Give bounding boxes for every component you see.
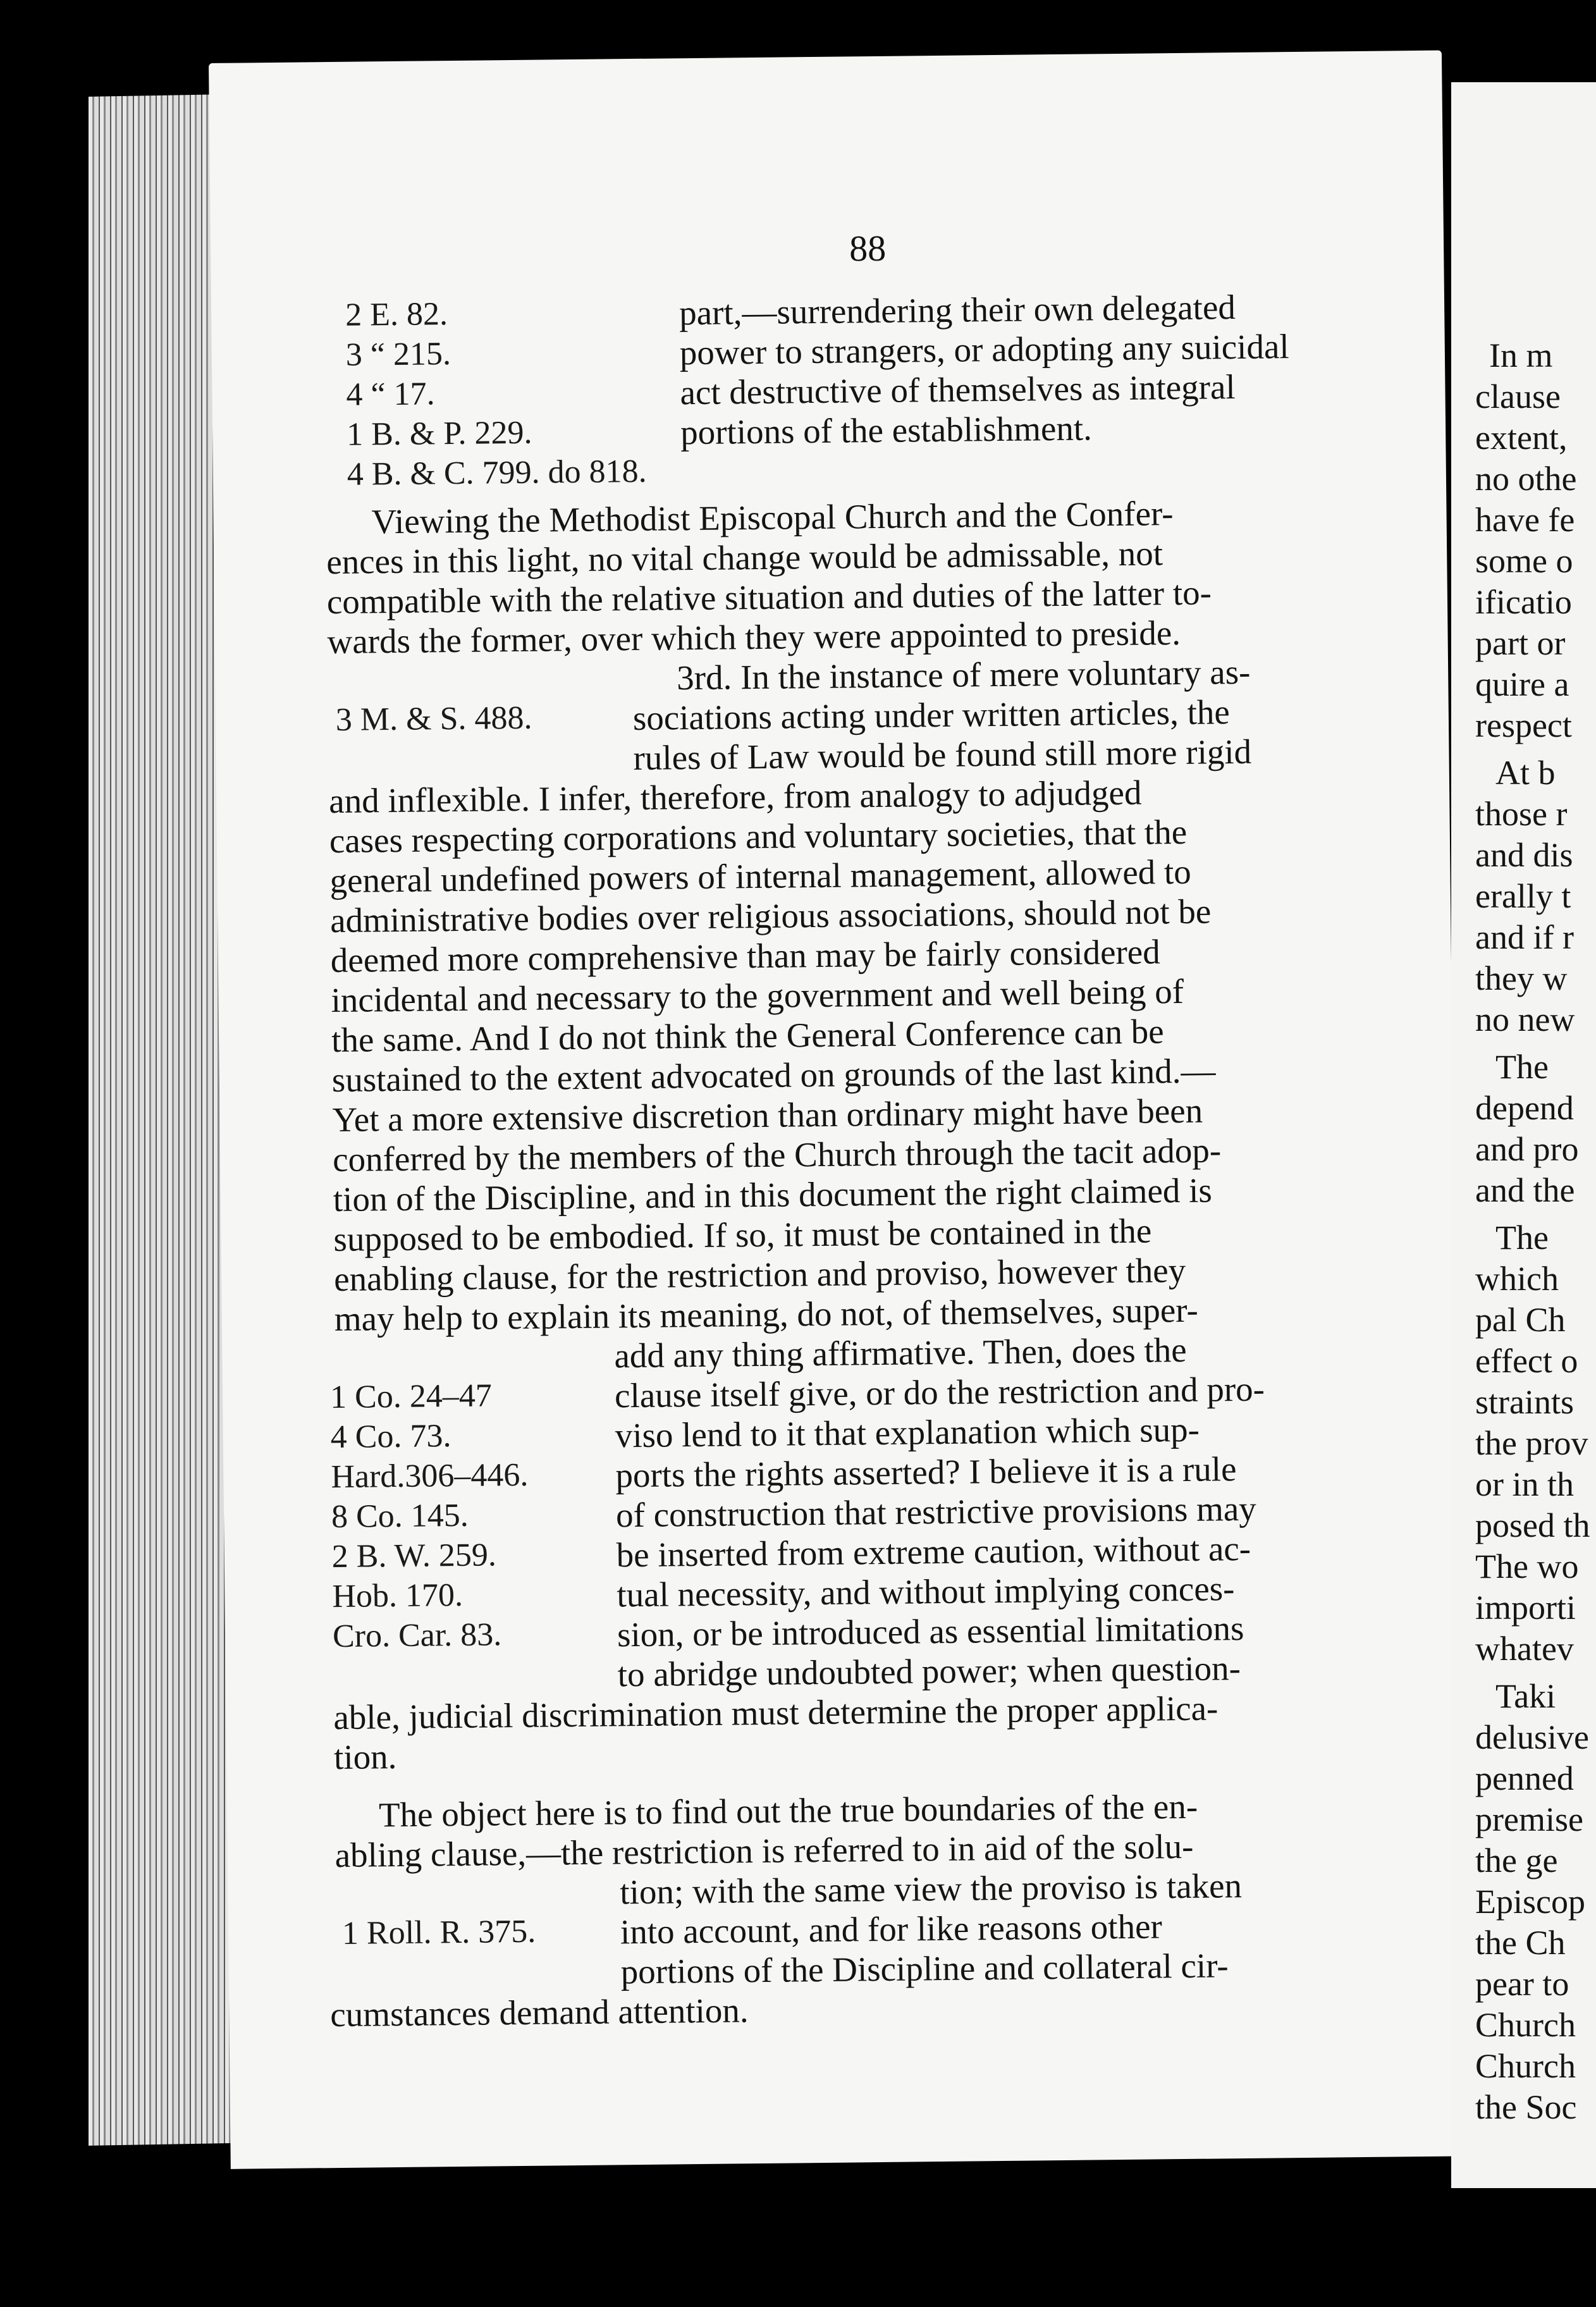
text-fragment: clause (1475, 378, 1561, 415)
text-line: able, judicial discrimination must determine the proper applica- (333, 1689, 1218, 1737)
citation: Hob. 170. (332, 1577, 463, 1615)
text-line: tual necessity, and without implying conces- (617, 1569, 1235, 1615)
text-fragment: and if r (1475, 918, 1574, 956)
text-line: administrative bodies over religious associations, should not be (329, 892, 1212, 940)
text-line: of construction that restrictive provisions may (615, 1489, 1257, 1535)
text-line: wards the former, over which they were appointed to preside. (327, 613, 1181, 661)
text-fragment: those r (1475, 795, 1568, 833)
text-fragment: effect o (1475, 1342, 1578, 1380)
text-fragment: or in th (1475, 1465, 1574, 1503)
text-line: power to strangers, or adopting any suicidal (679, 327, 1289, 372)
text-line: act destructive of themselves as integral (680, 367, 1236, 412)
text-fragment: the Ch (1475, 1924, 1566, 1962)
text-fragment: and dis (1475, 836, 1573, 874)
text-line: Yet a more extensive discretion than ordinary might have been (332, 1091, 1203, 1140)
text-line: ports the rights asserted? I believe it is a rule (615, 1449, 1237, 1495)
text-line: into account, and for like reasons other (620, 1907, 1163, 1952)
text-line: rules of Law would be found still more rigid (633, 732, 1252, 778)
text-fragment: and pro (1475, 1130, 1579, 1168)
citation: 1 B. & P. 229. (346, 414, 532, 453)
text-line: add any thing affirmative. Then, does the (614, 1330, 1187, 1375)
text-fragment: some o (1475, 542, 1573, 580)
text-fragment: delusive (1475, 1718, 1589, 1756)
text-fragment: no othe (1475, 460, 1577, 498)
text-line: tion of the Discipline, and in this document the right claimed is (333, 1171, 1213, 1219)
text-fragment: importi (1475, 1589, 1576, 1627)
text-line: portions of the establishment. (680, 409, 1093, 452)
facing-page-fragment (1451, 82, 1596, 2188)
citation: 3 M. & S. 488. (335, 699, 532, 738)
text-fragment: Church (1475, 2006, 1576, 2044)
text-fragment: Church (1475, 2047, 1576, 2085)
text-fragment: the prov (1475, 1424, 1588, 1462)
citation: 3 “ 215. (345, 336, 451, 373)
text-fragment: At b (1495, 754, 1556, 792)
citation: 2 B. W. 259. (331, 1537, 497, 1575)
text-fragment: ificatio (1475, 583, 1572, 621)
text-fragment: depend (1475, 1089, 1574, 1127)
text-line: 3rd. In the instance of mere voluntary as- (676, 652, 1251, 698)
text-line: be inserted from extreme caution, without ac- (616, 1529, 1251, 1575)
text-fragment: premise (1475, 1800, 1583, 1838)
text-fragment: pal Ch (1475, 1301, 1566, 1339)
text-line: abling clause,—the restriction is referred to in aid of the solu- (335, 1826, 1194, 1875)
text-fragment: and the (1475, 1171, 1575, 1209)
text-fragment: The (1495, 1219, 1549, 1257)
citation: 8 Co. 145. (331, 1497, 469, 1535)
text-fragment: respect (1475, 706, 1572, 744)
text-line: The object here is to find out the true boundaries of the en- (378, 1787, 1198, 1835)
text-line: supposed to be embodied. If so, it must be contained in the (333, 1211, 1152, 1259)
text-fragment: pear to (1475, 1965, 1569, 2003)
text-line: to abridge undoubted power; when question- (617, 1649, 1241, 1694)
text-line: conferred by the members of the Church through the tacit adop- (332, 1131, 1222, 1179)
citation: 1 Co. 24–47 (329, 1377, 493, 1416)
citation: Hard.306–446. (331, 1456, 529, 1496)
text-line: part,—surrendering their own delegated (678, 288, 1236, 333)
text-fragment: The wo (1475, 1547, 1579, 1585)
text-fragment: quire a (1475, 665, 1569, 703)
citation: 4 “ 17. (346, 376, 435, 413)
citation: 1 Roll. R. 375. (341, 1913, 536, 1952)
text-fragment: Taki (1495, 1677, 1556, 1715)
text-fragment: whatev (1475, 1630, 1574, 1668)
text-line: tion; with the same view the proviso is taken (619, 1866, 1243, 1912)
text-fragment: no new (1475, 1000, 1575, 1038)
text-fragment: Episcop (1475, 1883, 1585, 1921)
text-fragment: part or (1475, 624, 1566, 662)
text-fragment: The (1495, 1048, 1549, 1086)
text-line: viso lend to it that explanation which sup- (615, 1410, 1200, 1455)
text-line: clause itself give, or do the restriction and pro- (614, 1369, 1265, 1415)
text-line: tion. (333, 1737, 397, 1777)
citation: 4 B. & C. 799. do 818. (347, 453, 647, 493)
text-line: ences in this light, no vital change would be admissable, not (326, 534, 1163, 582)
text-fragment: have fe (1475, 501, 1575, 539)
text-fragment: which (1475, 1260, 1559, 1298)
text-line: Viewing the Methodist Episcopal Church and the Confer- (371, 494, 1174, 541)
text-line: compatible with the relative situation and duties of the latter to- (326, 573, 1212, 622)
citation: 2 E. 82. (345, 296, 448, 333)
text-fragment: the ge (1475, 1842, 1558, 1879)
text-line: and inflexible. I infer, therefore, from analogy to adjudged (328, 773, 1142, 821)
text-line: may help to explain its meaning, do not, of themselves, super- (334, 1290, 1199, 1339)
text-fragment: extent, (1475, 419, 1568, 457)
text-line: the same. And I do not think the General Conference can be (331, 1012, 1164, 1060)
text-line: sociations acting under written articles, the (632, 692, 1231, 738)
text-fragment: penned (1475, 1759, 1574, 1797)
text-line: cases respecting corporations and voluntary societies, that the (329, 812, 1188, 861)
text-fragment: they w (1475, 959, 1568, 997)
book-page (209, 51, 1464, 2169)
text-line: enabling clause, for the restriction and proviso, however they (333, 1250, 1186, 1299)
text-fragment: posed th (1475, 1506, 1590, 1544)
text-fragment: straints (1475, 1383, 1574, 1421)
text-line: incidental and necessary to the government and well being of (331, 971, 1184, 1020)
text-fragment: the Soc (1475, 2088, 1577, 2126)
text-line: sion, or be introduced as essential limitations (617, 1608, 1244, 1654)
text-fragment: erally t (1475, 877, 1571, 915)
citation: 4 Co. 73. (330, 1418, 451, 1456)
citation: Cro. Car. 83. (332, 1616, 502, 1655)
text-line: general undefined powers of internal management, allowed to (329, 852, 1192, 901)
text-line: portions of the Discipline and collateral cir- (620, 1946, 1229, 1991)
text-line: sustained to the extent advocated on grounds of the last kind.— (331, 1051, 1216, 1100)
text-fragment: In m (1489, 336, 1553, 374)
page-number: 88 (849, 227, 887, 269)
text-line: deemed more comprehensive than may be fairly considered (330, 932, 1160, 980)
text-line: cumstances demand attention. (330, 1991, 749, 2034)
